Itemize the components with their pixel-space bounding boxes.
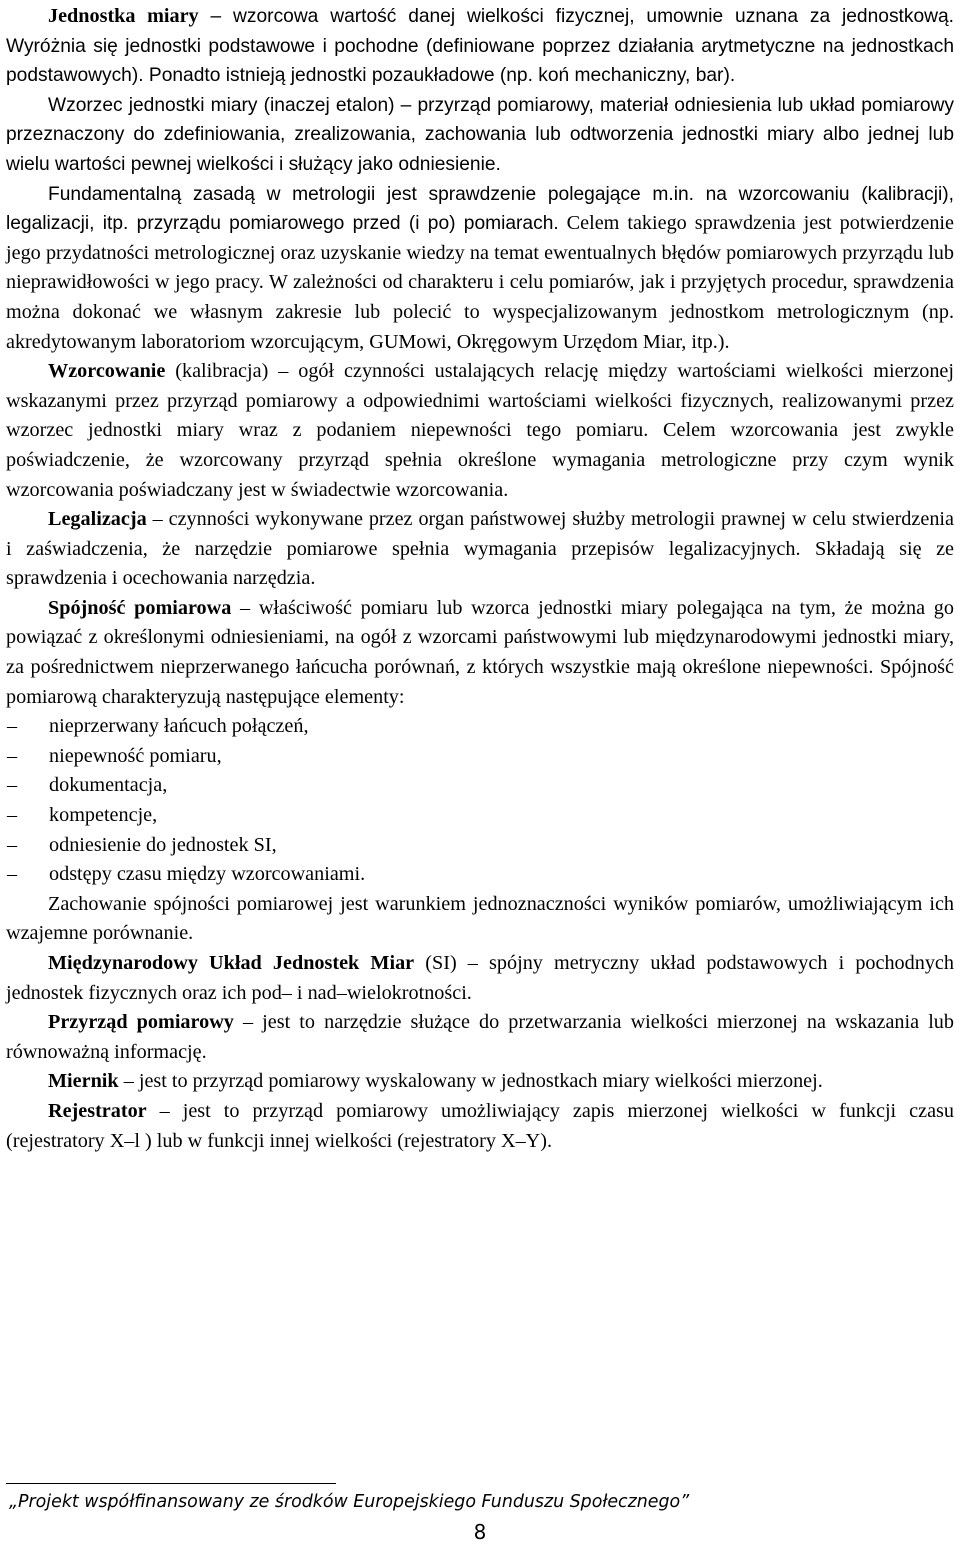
term-jednostka-miary: Jednostka miary [48,5,199,27]
list-item: – kompetencje, [6,801,954,831]
list-item: – dokumentacja, [6,771,954,801]
paragraph-zachowanie-spojnosci: Zachowanie spójności pomiarowej jest warunkiem jednoznaczności wyników pomiarów, umożliwiającym ich wzajemne porównanie. [6,892,954,945]
term-wzorcowanie: Wzorcowanie [48,360,166,383]
list-item: – niepewność pomiaru, [6,742,954,772]
definition-wzorcowanie: (kalibracja) – ogół czynności ustalających relację między wartościami wielkości mierzonej wskazanymi przez przyrząd pomiarowy a odpowiednimi wartościami wielkości fizycznych, realizowanymi przez wzorzec jednostki miary wraz z podaniem niepewności tego pomiaru. Celem wzorcowania jest zwykle poświadczenie, że wzorcowany przyrząd spełnia określone wymagania metrologiczne przy czym wynik wzorcowania poświadczany jest w świadectwie wzorcowania. [6,360,954,501]
definition-miernik: – jest to przyrząd pomiarowy wyskalowany w jednostkach miary wielkości mierzonej. [118,1070,823,1093]
definition-przyrzad-pomiarowy: – jest to narzędzie służące do przetwarzania wielkości mierzonej na wskazania lub równoważną informację. [6,1011,954,1063]
paragraph-legalizacja [6,505,954,594]
dash-bullet: – [7,715,18,738]
footer-text: „Projekt współfinansowany ze środków Europejskiego Funduszu Społecznego” [9,1492,690,1512]
definition-spojnosc-pomiarowa: – właściwość pomiaru lub wzorca jednostki miary polegająca na tym, że można go powiązać z określonymi odniesieniami, na ogół z wzorcami państwowymi lub międzynarodowymi jednostki miary, za pośrednictwem nieprzerwanego łańcucha porównań, z których wszystkie mają określone niepewności. Spójność pomiarową charakteryzują następujące elementy: [6,596,954,708]
term-miernik: Miernik [48,1070,119,1093]
paragraph-rejestrator [6,1097,954,1156]
paragraph-wzorcowanie [6,357,954,505]
definition-si: (SI) – spójny metryczny układ podstawowych i pochodnych jednostek fizycznych oraz ich pod– i nad–wielokrotności. [6,952,954,1004]
term-si: Międzynarodowy Układ Jednostek Miar [48,952,415,974]
definition-legalizacja: – czynności wykonywane przez organ państwowej służby metrologii prawnej w celu stwierdzenia i zaświadczenia, że narzędzie pomiarowe spełnia wymagania przepisów legalizacyjnych. Składają się ze sprawdzenia i ocechowania narzędzia. [6,508,954,590]
dash-bullet: – [7,744,18,767]
paragraph-przyrzad-pomiarowy [6,1008,954,1067]
spojnosc-elements-list [6,712,954,890]
list-item: – odstępy czasu między wzorcowaniami. [6,860,954,890]
sprawdzenie-body: Celem takiego sprawdzenia jest potwierdzenie jego przydatności metrologicznej oraz uzyskanie wiedzy na temat ewentualnych błędów pomiarowych przyrządu lub nieprawidłowości w jego pracy. W zależności od charakteru i celu pomiarów, jak i przyjętych procedur, sprawdzenia można dokonać we własnym zakresie lub polecić to wyspecjalizowanym jednostkom metrologicznym (np. akredytowanym laboratoriom wzorcującym, GUMowi, Okręgowym Urzędom Miar, itp.). [6,212,954,353]
definition-rejestrator: – jest to przyrząd pomiarowy umożliwiający zapis mierzonej wielkości w funkcji czasu (rejestratory X–l ) lub w funkcji innej wielkości (rejestratory X–Y). [6,1099,954,1152]
paragraph-miernik [6,1067,954,1097]
paragraph-sprawdzenie [6,180,954,358]
definition-jednostka-miary: – wzorcowa wartość danej wielkości fizycznej, umownie uznana za jednostkową. Wyróżnia się jednostki podstawowe i pochodne (definiowane poprzez działania arytmetyczne na jednostkach podstawowych). Ponadto istnieją jednostki pozaukładowe (np. koń mechaniczny, bar). [6,6,954,87]
footer-divider [6,1483,336,1484]
list-item: – nieprzerwany łańcuch połączeń, [6,712,954,742]
sprawdzenie-intro: Fundamentalną zasadą w metrologii jest sprawdzenie polegające m.in. na wzorcowaniu (kalibracji), legalizacji, itp. przyrządu pomiarowego przed (i po) pomiarach. [6,183,954,235]
dash-bullet: – [7,863,18,886]
dash-bullet: – [7,833,18,856]
paragraph-jednostka-miary [6,2,954,91]
dash-bullet: – [7,804,18,827]
paragraph-spojnosc [6,594,954,712]
term-przyrzad-pomiarowy: Przyrząd pomiarowy [48,1011,234,1034]
paragraph-wzorzec: Wzorzec jednostki miary (inaczej etalon) – przyrząd pomiarowy, materiał odniesienia lub układ pomiarowy przeznaczony do zdefiniowania, zrealizowania, zachowania lub odtworzenia jednostki miary albo jednej lub wielu wartości pewnej wielkości i służący jako odniesienie. [6,94,954,175]
term-rejestrator: Rejestrator [48,1099,147,1122]
term-legalizacja: Legalizacja [48,508,147,531]
list-item: – odniesienie do jednostek SI, [6,831,954,861]
dash-bullet: – [7,774,18,797]
term-spojnosc-pomiarowa: Spójność pomiarowa [48,596,232,619]
document-page [6,2,954,1156]
paragraph-si [6,949,954,1008]
page-number: 8 [473,1520,487,1544]
